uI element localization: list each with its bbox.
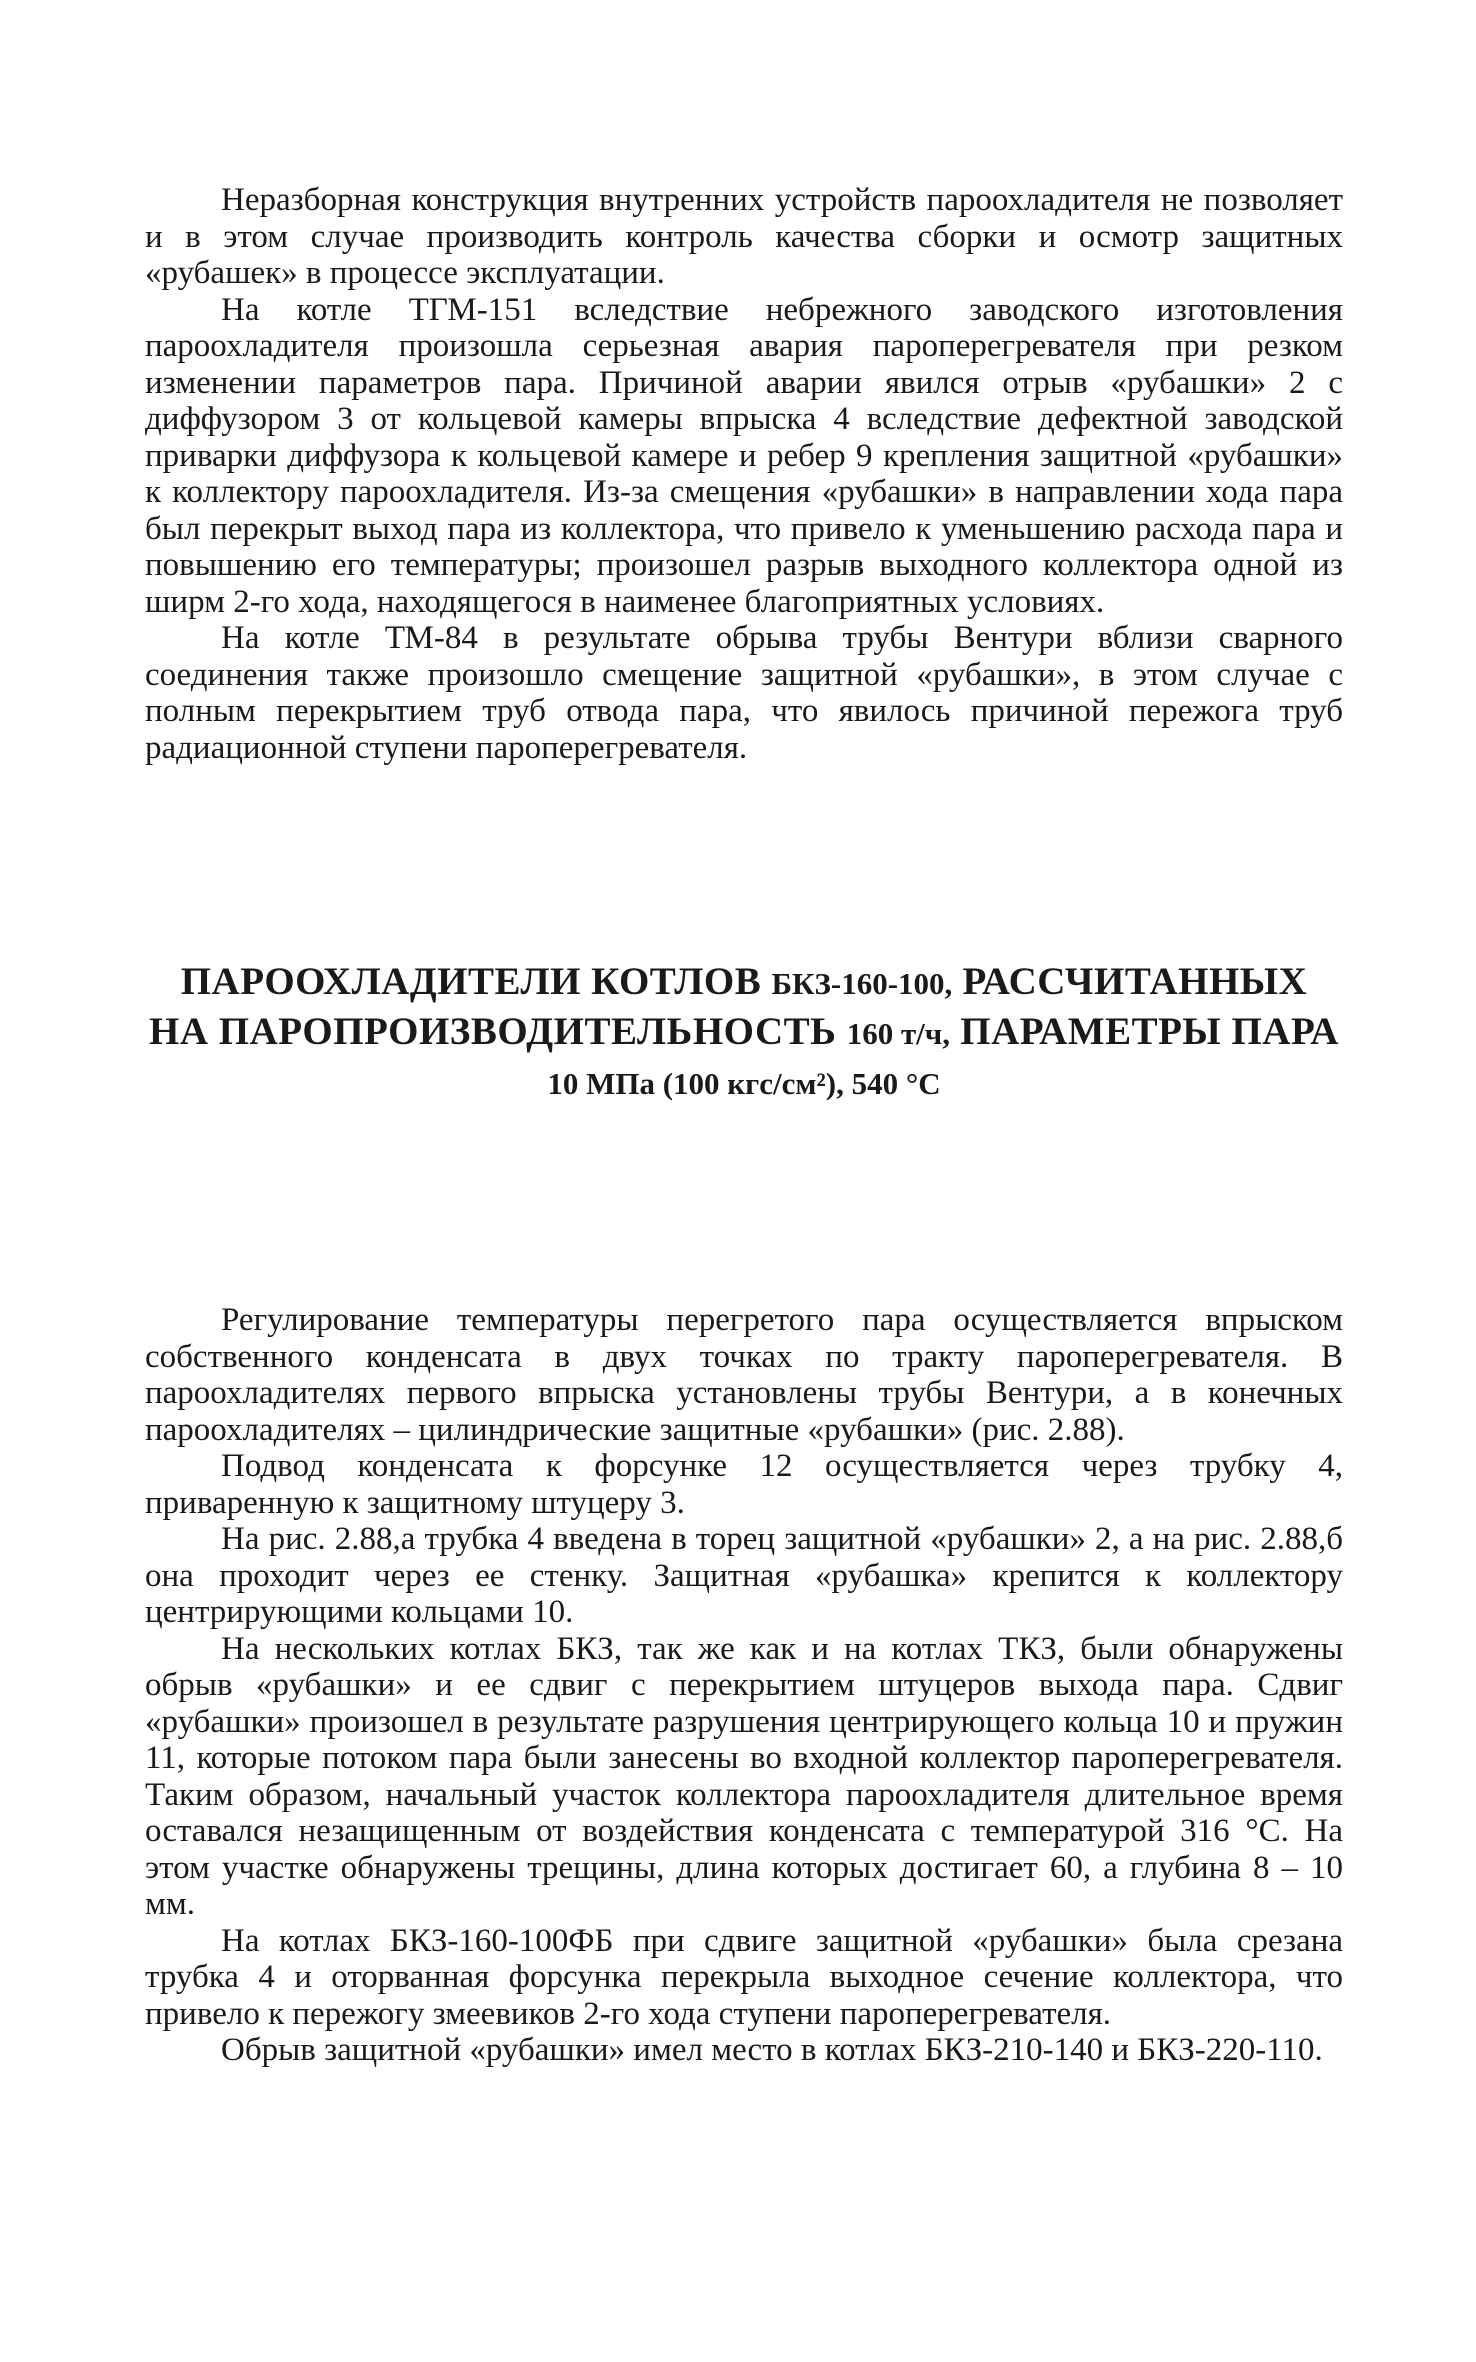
paragraph: На котлах БКЗ-160-100ФБ при сдвиге защитной «рубашки» была срезана трубка 4 и оторванная форсунка перекрыла выходное сечение коллектора, что привело к пережогу змеевиков 2-го хода ступени пароперегревателя.	[145, 1922, 1343, 2032]
paragraph: Обрыв защитной «рубашки» имел место в котлах БКЗ-210-140 и БКЗ-220-110.	[221, 2032, 1323, 2068]
top-text-block	[145, 182, 1343, 766]
paragraph: На нескольких котлах БКЗ, так же как и на котлах ТКЗ, были обнаружены обрыв «рубашки» и ее сдвиг с перекрытием штуцеров выхода пара. Сдвиг «рубашки» произошел в результате разрушения центрирующего кольца 10 и пружин 11, которые потоком пара были занесены во входной коллектор пароперегревателя. Таким образом, начальный участок коллектора пароохладителя длительное время оставался незащищенным от воздействия конденсата с температурой 316 °С. На этом участке обнаружены трещины, длина которых достигает 60, а глубина 8 – 10 мм.	[145, 1630, 1343, 1922]
paragraph: Подвод конденсата к форсунке 12 осуществляется через трубку 4, приваренную к защитному штуцеру 3.	[145, 1448, 1343, 1521]
bottom-text-block	[145, 1302, 1343, 2069]
paragraph: На котле ТГМ-151 вследствие небрежного заводского изготовления пароохладителя произошла серьезная авария пароперегревателя при резком изменении параметров пара. Причиной аварии явился отрыв «рубашки» 2 с диффузором 3 от кольцевой камеры впрыска 4 вследствие дефектной заводской приварки диффузора к кольцевой камере и ребер 9 крепления защитной «рубашки» к коллектору пароохладителя. Из-за смещения «рубашки» в направлении хода пара был перекрыт выход пара из коллектора, что привело к уменьшению расхода пара и повышению его температуры; произошел разрыв выходного коллектора одной из ширм 2-го хода, находящегося в наименее благоприятных условиях.	[145, 291, 1343, 620]
paragraph: Неразборная конструкция внутренних устройств пароохладителя не позволяет и в этом случае производить контроль качества сборки и осмотр защитных «рубашек» в процессе эксплуатации.	[145, 182, 1343, 291]
paragraph: Регулирование температуры перегретого пара осуществляется впрыском собственного конденсата в двух точках по тракту пароперегревателя. В пароохладителях первого впрыска установлены трубы Вентури, а в конечных пароохладителях – цилиндрические защитные «рубашки» (рис. 2.88).	[145, 1302, 1343, 1448]
paragraph: На рис. 2.88,а трубка 4 введена в торец защитной «рубашки» 2, а на рис. 2.88,б она проходит через ее стенку. Защитная «рубашка» крепится к коллектору центрирующими кольцами 10.	[145, 1521, 1343, 1630]
section-heading	[145, 958, 1343, 1108]
heading-line1: ПАРООХЛАДИТЕЛИ КОТЛОВ БКЗ-160-100, РАССЧИТАННЫХ	[180, 960, 1308, 1003]
heading-line2: НА ПАРОПРОИЗВОДИТЕЛЬНОСТЬ 160 т/ч, ПАРАМЕТРЫ ПАРА	[149, 1010, 1339, 1053]
paragraph: На котле ТМ-84 в результате обрыва трубы Вентури вблизи сварного соединения также произошло смещение защитной «рубашки», в этом случае с полным перекрытием труб отвода пара, что явилось причиной пережога труб радиационной ступени пароперегревателя.	[145, 620, 1343, 766]
heading-line3: 10 МПа (100 кгс/см²), 540 °С	[547, 1066, 941, 1101]
